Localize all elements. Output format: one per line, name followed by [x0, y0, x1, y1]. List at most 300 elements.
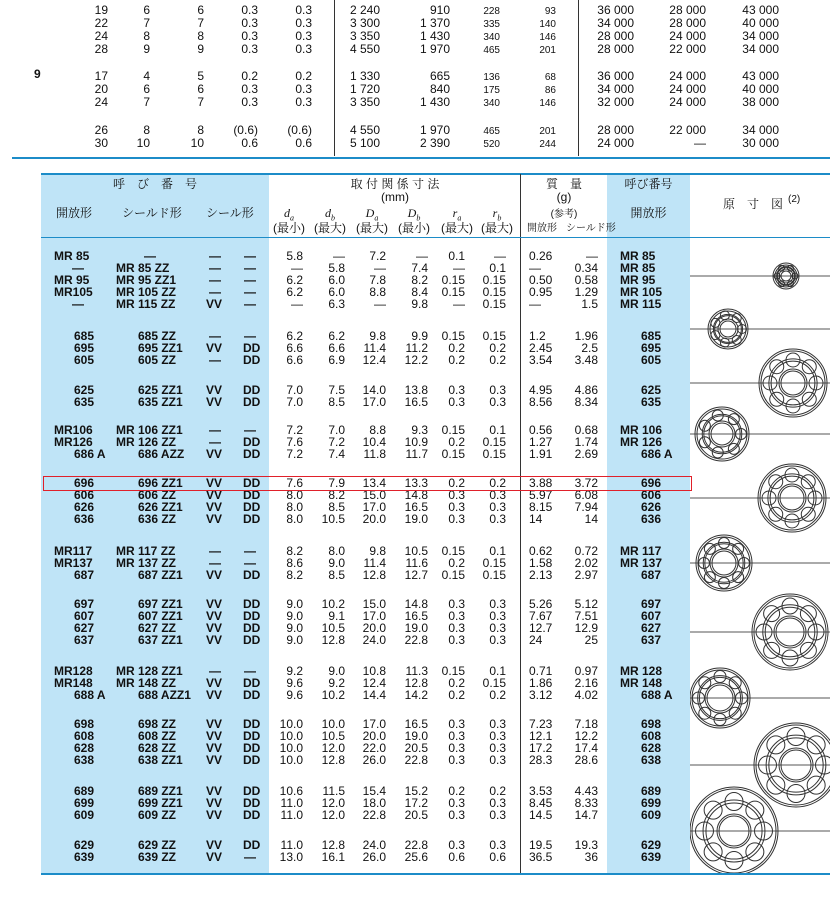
table-cell: 0.15 — [482, 297, 506, 311]
top-rule — [12, 157, 830, 159]
top-cell: — — [694, 136, 706, 150]
table-cell: 11.0 — [280, 808, 303, 822]
table-cell: 7.6 — [286, 476, 303, 490]
table-cell: 0.3 — [448, 609, 465, 623]
table-cell: — — [529, 261, 541, 275]
table-cell: 0.3 — [489, 838, 506, 852]
top-cell: 93 — [544, 6, 556, 17]
table-cell: 8.34 — [574, 395, 598, 409]
table-cell: — — [72, 261, 84, 275]
table-cell: MR 105 ZZ — [116, 285, 177, 299]
table-cell: — — [209, 249, 221, 263]
table-cell: 0.50 — [529, 273, 553, 287]
top-cell: 465 — [483, 126, 500, 137]
table-cell: 8.8 — [369, 423, 386, 437]
table-cell: 8.56 — [529, 395, 553, 409]
table-cell: 0.2 — [448, 476, 465, 490]
header-designation: 呼 び 番 号 — [112, 177, 197, 191]
table-cell: DD — [243, 609, 261, 623]
table-cell: 0.3 — [448, 729, 465, 743]
table-cell: 639 ZZ — [138, 850, 177, 864]
table-cell: 18.0 — [362, 796, 386, 810]
table-cell: 695 — [641, 341, 662, 355]
top-cell: 9 — [197, 42, 204, 56]
table-cell: 12.0 — [321, 796, 345, 810]
table-cell: 0.15 — [441, 447, 465, 461]
top-cell: 36 000 — [597, 3, 634, 17]
table-cell: 16.5 — [404, 500, 428, 514]
top-cell: 1 370 — [419, 16, 450, 30]
table-cell: 0.2 — [489, 341, 506, 355]
table-cell: 14.4 — [362, 688, 386, 702]
table-cell: 28.6 — [574, 753, 598, 767]
table-cell: 17.2 — [529, 741, 553, 755]
table-cell: 7.18 — [574, 717, 598, 731]
bearing-ball — [785, 514, 799, 528]
table-cell: 11.6 — [405, 556, 428, 570]
top-cell: 24 000 — [597, 136, 634, 150]
table-cell: 1.96 — [574, 329, 598, 343]
table-cell: VV — [206, 753, 223, 767]
top-cell: 175 — [483, 85, 500, 96]
table-cell: 20.5 — [404, 808, 428, 822]
table-cell: — — [244, 261, 256, 275]
table-cell: MR 115 ZZ — [116, 297, 176, 311]
table-cell: 627 — [641, 621, 662, 635]
table-cell: 9.3 — [411, 423, 428, 437]
table-cell: 7.4 — [411, 261, 428, 275]
bearing-ball — [764, 606, 780, 622]
table-cell: 636 — [74, 512, 95, 526]
table-cell: MR 85 — [620, 261, 656, 275]
table-cell: 7.9 — [328, 476, 345, 490]
table-cell: 22.8 — [404, 753, 428, 767]
table-cell: 605 ZZ — [138, 353, 177, 367]
table-cell: 11.3 — [405, 664, 428, 678]
table-cell: 9.0 — [286, 633, 303, 647]
table-cell: — — [209, 353, 221, 367]
table-cell: — — [586, 249, 598, 263]
table-cell: 20.0 — [362, 621, 386, 635]
table-cell: VV — [206, 383, 223, 397]
table-cell: 0.15 — [482, 285, 506, 299]
top-cell: 28 000 — [597, 42, 634, 56]
table-cell: 3.54 — [529, 353, 553, 367]
header-top-rule — [41, 173, 830, 175]
table-cell: 637 ZZ1 — [138, 633, 183, 647]
table-cell: 0.72 — [574, 544, 598, 558]
table-cell: VV — [206, 633, 223, 647]
bearing-ball — [782, 598, 798, 614]
table-cell: 685 — [641, 329, 662, 343]
top-cell: 34 000 — [742, 29, 779, 43]
header-shield: シールド形 — [122, 206, 182, 220]
table-cell: 9.0 — [328, 664, 345, 678]
top-cell: 465 — [483, 45, 500, 56]
table-cell: 8.2 — [411, 273, 428, 287]
table-cell: 0.2 — [489, 353, 506, 367]
table-cell: 0.3 — [489, 717, 506, 731]
header-g: (g) — [556, 190, 572, 204]
table-cell: 686 A — [74, 447, 106, 461]
top-cell: 0.3 — [295, 3, 312, 17]
bearing-ball — [769, 475, 783, 489]
table-cell: 19.5 — [529, 838, 553, 852]
table-cell: DD — [243, 512, 261, 526]
table-cell: 12.8 — [404, 676, 428, 690]
bearing-ball — [729, 677, 741, 689]
table-cell: 12.4 — [362, 676, 386, 690]
table-cell: 0.15 — [441, 664, 465, 678]
table-cell: 625 — [74, 383, 95, 397]
table-cell: DD — [243, 383, 261, 397]
table-cell: 7.6 — [286, 435, 303, 449]
table-cell: MR 137 ZZ — [116, 556, 177, 570]
top-cell: 1 430 — [419, 95, 450, 109]
bearing-ball — [704, 843, 722, 861]
table-cell: 8.45 — [529, 796, 553, 810]
top-cell: 3 350 — [349, 29, 380, 43]
table-cell: MR 128 — [620, 664, 663, 678]
table-cell: 2.45 — [529, 341, 553, 355]
table-cell: VV — [206, 784, 223, 798]
bearing-ball — [732, 335, 741, 344]
top-cell: 43 000 — [742, 3, 779, 17]
top-cell: 4 — [143, 69, 150, 83]
bearing-ball — [764, 642, 780, 658]
table-cell: — — [374, 297, 386, 311]
table-cell: — — [291, 261, 303, 275]
top-cell: 36 000 — [597, 69, 634, 83]
table-cell: 0.15 — [441, 568, 465, 582]
top-cell: 26 — [94, 123, 108, 137]
table-cell: 0.1 — [448, 249, 465, 263]
top-cell: 0.3 — [295, 95, 312, 109]
top-cell: (0.6) — [233, 123, 258, 137]
table-cell: 5.26 — [529, 597, 553, 611]
top-cell: 340 — [483, 98, 500, 109]
table-cell: 638 — [641, 753, 662, 767]
table-cell: 15.0 — [362, 488, 386, 502]
top-cell: 1 430 — [419, 29, 450, 43]
table-cell: 9.1 — [328, 609, 345, 623]
top-cell: 24 — [94, 29, 108, 43]
table-cell: 22.8 — [404, 633, 428, 647]
bearing-ball — [733, 572, 744, 583]
table-cell: — — [72, 297, 84, 311]
top-cell: 40 000 — [742, 82, 779, 96]
table-cell: 627 ZZ — [138, 621, 177, 635]
table-cell: 5.8 — [286, 249, 303, 263]
table-cell: — — [209, 285, 221, 299]
table-cell: 0.15 — [441, 423, 465, 437]
table-cell: 0.2 — [448, 341, 465, 355]
table-cell: 1.91 — [529, 447, 553, 461]
table-cell: 14.8 — [404, 597, 428, 611]
table-cell: 25 — [584, 633, 598, 647]
table-cell: 2.16 — [574, 676, 598, 690]
table-cell: 11.7 — [405, 447, 428, 461]
top-cell: 136 — [483, 72, 500, 83]
table-cell: 606 ZZ — [138, 488, 177, 502]
top-cell: 3 350 — [349, 95, 380, 109]
table-cell: — — [291, 297, 303, 311]
table-cell: 0.1 — [489, 261, 506, 275]
table-cell: 6.3 — [328, 297, 345, 311]
bearing-ball — [787, 785, 805, 803]
table-cell: 635 ZZ1 — [138, 395, 183, 409]
table-cell: 9.0 — [328, 556, 345, 570]
table-cell: 0.3 — [448, 633, 465, 647]
table-cell: 10.0 — [279, 753, 303, 767]
table-cell: 0.3 — [489, 597, 506, 611]
table-cell: — — [453, 297, 465, 311]
table-cell: 0.2 — [489, 784, 506, 798]
top-cell: 146 — [539, 32, 556, 43]
table-cell: 698 ZZ — [138, 717, 177, 731]
table-cell: 0.15 — [482, 676, 506, 690]
table-cell: 8.0 — [286, 512, 303, 526]
top-cell: 40 000 — [742, 16, 779, 30]
table-cell: 697 — [74, 597, 95, 611]
table-cell: 9.0 — [286, 621, 303, 635]
table-cell: 0.2 — [448, 784, 465, 798]
bearing-ball — [782, 650, 798, 666]
table-cell: 696 — [74, 476, 95, 490]
table-cell: VV — [206, 512, 223, 526]
top-cell: 22 000 — [669, 123, 706, 137]
table-cell: 10.6 — [279, 784, 303, 798]
top-cell: 9 — [143, 42, 150, 56]
table-cell: DD — [243, 676, 261, 690]
top-cell: 244 — [539, 139, 556, 150]
bearing-ball — [786, 399, 800, 413]
top-cell: 6 — [143, 82, 150, 96]
table-cell: 16.5 — [404, 395, 428, 409]
table-cell: 0.3 — [448, 808, 465, 822]
table-cell: DD — [243, 688, 261, 702]
table-cell: — — [144, 249, 156, 263]
table-cell: 0.3 — [448, 753, 465, 767]
table-cell: 0.3 — [448, 500, 465, 514]
table-cell: 0.3 — [489, 512, 506, 526]
table-cell: 8.5 — [328, 500, 345, 514]
table-cell: VV — [206, 341, 223, 355]
table-cell: 0.2 — [448, 353, 465, 367]
table-cell: 14.8 — [404, 488, 428, 502]
top-cell: 0.6 — [241, 136, 258, 150]
bearing-ball — [769, 507, 783, 521]
table-cell: 6.2 — [286, 273, 303, 287]
table-cell: MR 85 — [54, 249, 90, 263]
table-cell: MR 106 ZZ1 — [116, 423, 183, 437]
table-cell: 4.02 — [574, 688, 598, 702]
table-cell: 0.34 — [574, 261, 598, 275]
table-cell: 695 ZZ1 — [138, 341, 183, 355]
header-dim-limit: (最大) — [314, 221, 346, 235]
table-cell: 22.0 — [362, 741, 386, 755]
table-cell: 17.0 — [362, 395, 386, 409]
table-cell: 1.29 — [574, 285, 598, 299]
bearing-ball — [733, 543, 744, 554]
table-cell: 0.3 — [489, 796, 506, 810]
table-cell: 4.43 — [574, 784, 598, 798]
top-cell: 30 — [94, 136, 108, 150]
top-cell: 24 000 — [669, 29, 706, 43]
table-cell: MR 117 ZZ — [116, 544, 176, 558]
table-cell: 8.6 — [286, 556, 303, 570]
top-cell: 7 — [143, 95, 150, 109]
table-cell: 638 — [74, 753, 95, 767]
table-cell: MR 105 — [620, 285, 663, 299]
top-cell: 0.3 — [295, 29, 312, 43]
table-cell: DD — [243, 808, 261, 822]
table-cell: 15.4 — [362, 784, 386, 798]
top-cell: 1 970 — [419, 42, 450, 56]
table-cell: 9.8 — [369, 329, 386, 343]
table-cell: 0.6 — [448, 850, 465, 864]
bearing-ball — [728, 443, 739, 454]
table-cell: 7.67 — [529, 609, 553, 623]
bearing-ball — [807, 736, 825, 754]
table-cell: 12.9 — [574, 621, 598, 635]
bearing-ball — [725, 852, 743, 870]
table-cell: — — [209, 329, 221, 343]
table-cell: 0.6 — [489, 850, 506, 864]
table-cell: 608 — [641, 729, 662, 743]
table-cell: 28.3 — [529, 753, 553, 767]
table-cell: 609 — [641, 808, 662, 822]
top-cell: 5 — [197, 69, 204, 83]
table-cell: VV — [206, 808, 223, 822]
table-cell: 6.08 — [574, 488, 598, 502]
top-cell: 32 000 — [597, 95, 634, 109]
table-cell: MR 95 — [54, 273, 90, 287]
table-cell: 0.3 — [489, 753, 506, 767]
top-cell: 1 720 — [349, 82, 380, 96]
table-cell: MR126 — [54, 435, 93, 449]
table-cell: — — [374, 261, 386, 275]
table-cell: MR128 — [54, 664, 93, 678]
top-cell: 0.2 — [241, 69, 258, 83]
top-cell: 228 — [483, 6, 500, 17]
top-cell: 4 550 — [349, 42, 380, 56]
table-cell: MR 128 ZZ1 — [116, 664, 183, 678]
header-dim-sym: d — [325, 206, 331, 220]
mass-divider — [520, 174, 521, 874]
bearing-drawings — [690, 238, 830, 873]
table-cell: 1.74 — [574, 435, 598, 449]
table-cell: 699 — [74, 796, 95, 810]
table-cell: 24.0 — [362, 633, 386, 647]
header-open: 開放形 — [56, 206, 93, 220]
table-cell: — — [244, 273, 256, 287]
table-cell: DD — [243, 729, 261, 743]
table-cell: 9.0 — [286, 609, 303, 623]
table-cell: DD — [243, 838, 261, 852]
table-cell: 6.2 — [286, 285, 303, 299]
table-cell: 6.2 — [328, 329, 345, 343]
top-cell: 201 — [539, 45, 556, 56]
table-cell: MR 95 — [620, 273, 656, 287]
table-cell: 12.7 — [529, 621, 553, 635]
bearing-ball — [729, 707, 741, 719]
table-cell: 0.2 — [489, 476, 506, 490]
table-cell: DD — [243, 476, 261, 490]
header-dim-sub: a — [290, 213, 294, 223]
table-cell: DD — [243, 784, 261, 798]
table-cell: 2.97 — [574, 568, 598, 582]
table-cell: 639 — [641, 850, 662, 864]
header-dim-sym: d — [284, 206, 290, 220]
table-cell: 25.6 — [404, 850, 428, 864]
table-cell: 10.5 — [321, 512, 345, 526]
table-cell: 6.0 — [328, 285, 345, 299]
table-cell: 7.2 — [286, 447, 303, 461]
table-cell: 10.5 — [404, 544, 428, 558]
table-cell: 606 — [641, 488, 662, 502]
header-mm: (mm) — [381, 190, 409, 204]
top-cell: 24 000 — [669, 95, 706, 109]
table-cell: 11.8 — [363, 447, 386, 461]
table-cell: 14.2 — [404, 688, 428, 702]
bearing-ball — [802, 360, 816, 374]
top-cell: 34 000 — [597, 82, 634, 96]
table-cell: — — [209, 273, 221, 287]
table-cell: — — [209, 435, 221, 449]
table-cell: 0.2 — [489, 688, 506, 702]
table-cell: 0.15 — [441, 329, 465, 343]
header-dim-limit: (最小) — [398, 221, 430, 235]
table-cell: 19.0 — [404, 512, 428, 526]
table-cell: DD — [243, 568, 261, 582]
table-cell: DD — [243, 753, 261, 767]
table-cell: DD — [243, 435, 261, 449]
table-cell: 8.0 — [286, 488, 303, 502]
table-cell: VV — [206, 850, 223, 864]
table-cell: 14.5 — [529, 808, 553, 822]
table-cell: 637 — [74, 633, 95, 647]
table-cell: 17.0 — [362, 717, 386, 731]
table-cell: 36 — [584, 850, 598, 864]
top-cell: 3 300 — [349, 16, 380, 30]
table-cell: 0.3 — [448, 395, 465, 409]
bearing-ball — [807, 776, 825, 794]
table-cell: VV — [206, 838, 223, 852]
table-cell: 9.0 — [286, 597, 303, 611]
table-cell: 625 ZZ1 — [138, 383, 183, 397]
table-cell: 0.3 — [489, 808, 506, 822]
table-cell: 19.3 — [574, 838, 598, 852]
top-cell: 1 330 — [349, 69, 380, 83]
table-cell: 686 A — [641, 447, 673, 461]
table-cell: 638 ZZ1 — [138, 753, 183, 767]
top-cell: 28 000 — [669, 3, 706, 17]
table-cell: 5.8 — [328, 261, 345, 275]
table-cell: VV — [206, 488, 223, 502]
table-cell: 628 — [74, 741, 95, 755]
table-cell: — — [209, 556, 221, 570]
table-cell: VV — [206, 717, 223, 731]
table-cell: 8.5 — [328, 568, 345, 582]
bearing-ball — [770, 360, 784, 374]
table-cell: 24 — [529, 633, 543, 647]
table-cell: MR 126 — [620, 435, 663, 449]
table-cell: DD — [243, 633, 261, 647]
table-cell: 687 — [641, 568, 662, 582]
table-cell: DD — [243, 353, 261, 367]
table-cell: 9.2 — [328, 676, 345, 690]
